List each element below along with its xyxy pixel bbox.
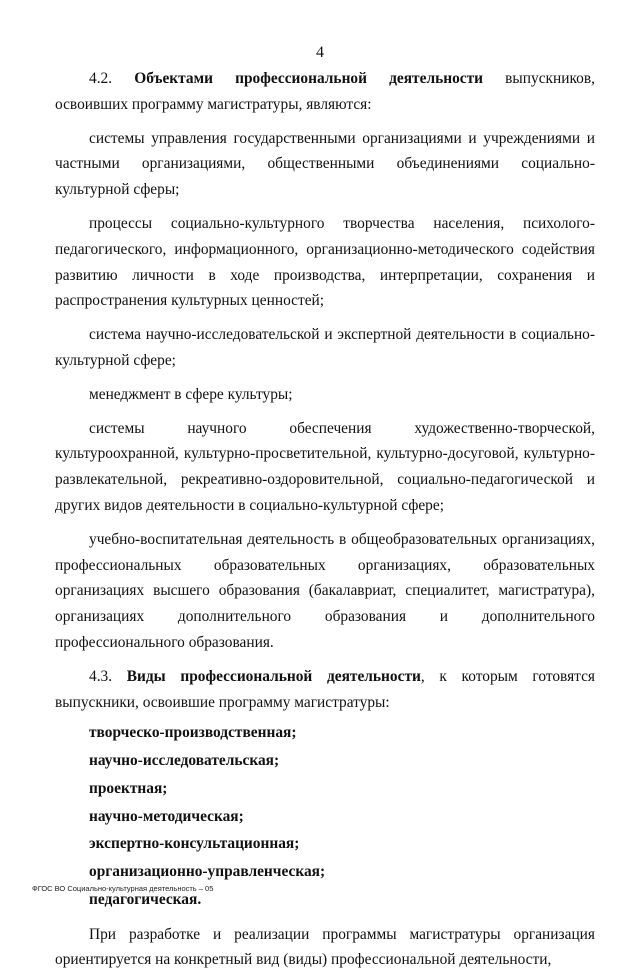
objects-item-2: процессы социально-культурного творчества населения, психолого-педагогического, информационного, организационно-методического содействия развитию личности в ходе производства, интерпретации, сохранения и распространения культурных ценностей; xyxy=(55,214,595,310)
section-4-2-bold-phrase: Объектами профессиональной деятельности xyxy=(134,70,484,87)
activity-type-item: педагогическая. xyxy=(89,891,202,909)
objects-item-1: системы управления государственными организациями и учреждениями и частными организациями, общественными объединениями социально-культурной сферы; xyxy=(55,129,595,199)
section-4-2-number: 4.2. xyxy=(89,70,113,87)
section-4-2-heading xyxy=(55,66,595,118)
activity-type-item: научно-исследовательская; xyxy=(89,752,280,770)
section-4-3-rest: , к которым готовятся выпускники, освоившие программу магистратуры: xyxy=(55,667,595,711)
section-4-3-bold-phrase: Виды профессиональной деятельности xyxy=(126,667,421,685)
activity-type-item: проектная; xyxy=(89,779,168,797)
activity-type-item: организационно-управленческая; xyxy=(89,863,326,881)
page-footer: ФГОС ВО Социально-культурная деятельность – 05 xyxy=(32,884,214,893)
section-4-2-rest: выпускников, освоивших программу магистратуры, являются: xyxy=(55,70,595,113)
activity-type-item: научно-методическая; xyxy=(89,807,244,825)
activity-type-item: творческо-производственная; xyxy=(89,724,297,742)
activity-type-item: экспертно-консультационная; xyxy=(89,835,300,853)
document-body xyxy=(55,66,595,973)
page-number: 4 xyxy=(316,44,324,61)
objects-item-5: системы научного обеспечения художественно-творческой, культуроохранной, культурно-просветительной, культурно-досуговой, культурно-развлекательной, рекреативно-оздоровительной, социально-педагогической и других видов деятельности в социально-культурной сфере; xyxy=(55,419,595,514)
section-4-3-number: 4.3. xyxy=(89,667,113,685)
objects-item-4: менеджмент в сфере культуры; xyxy=(89,385,293,403)
closing-paragraph: При разработке и реализации программы магистратуры организация ориентируется на конкретный вид (виды) профессиональной деятельности, xyxy=(55,925,595,969)
section-4-3-heading xyxy=(55,664,595,716)
objects-item-3: система научно-исследовательской и экспертной деятельности в социально-культурной сфере; xyxy=(55,326,595,369)
objects-item-6: учебно-воспитательная деятельность в общеобразовательных организациях, профессиональных образовательных организациях, образовательных организациях высшего образования (бакалавриат, специалитет, магистратура), организациях дополнительного образования и дополнительного профессионального образования. xyxy=(55,530,595,651)
